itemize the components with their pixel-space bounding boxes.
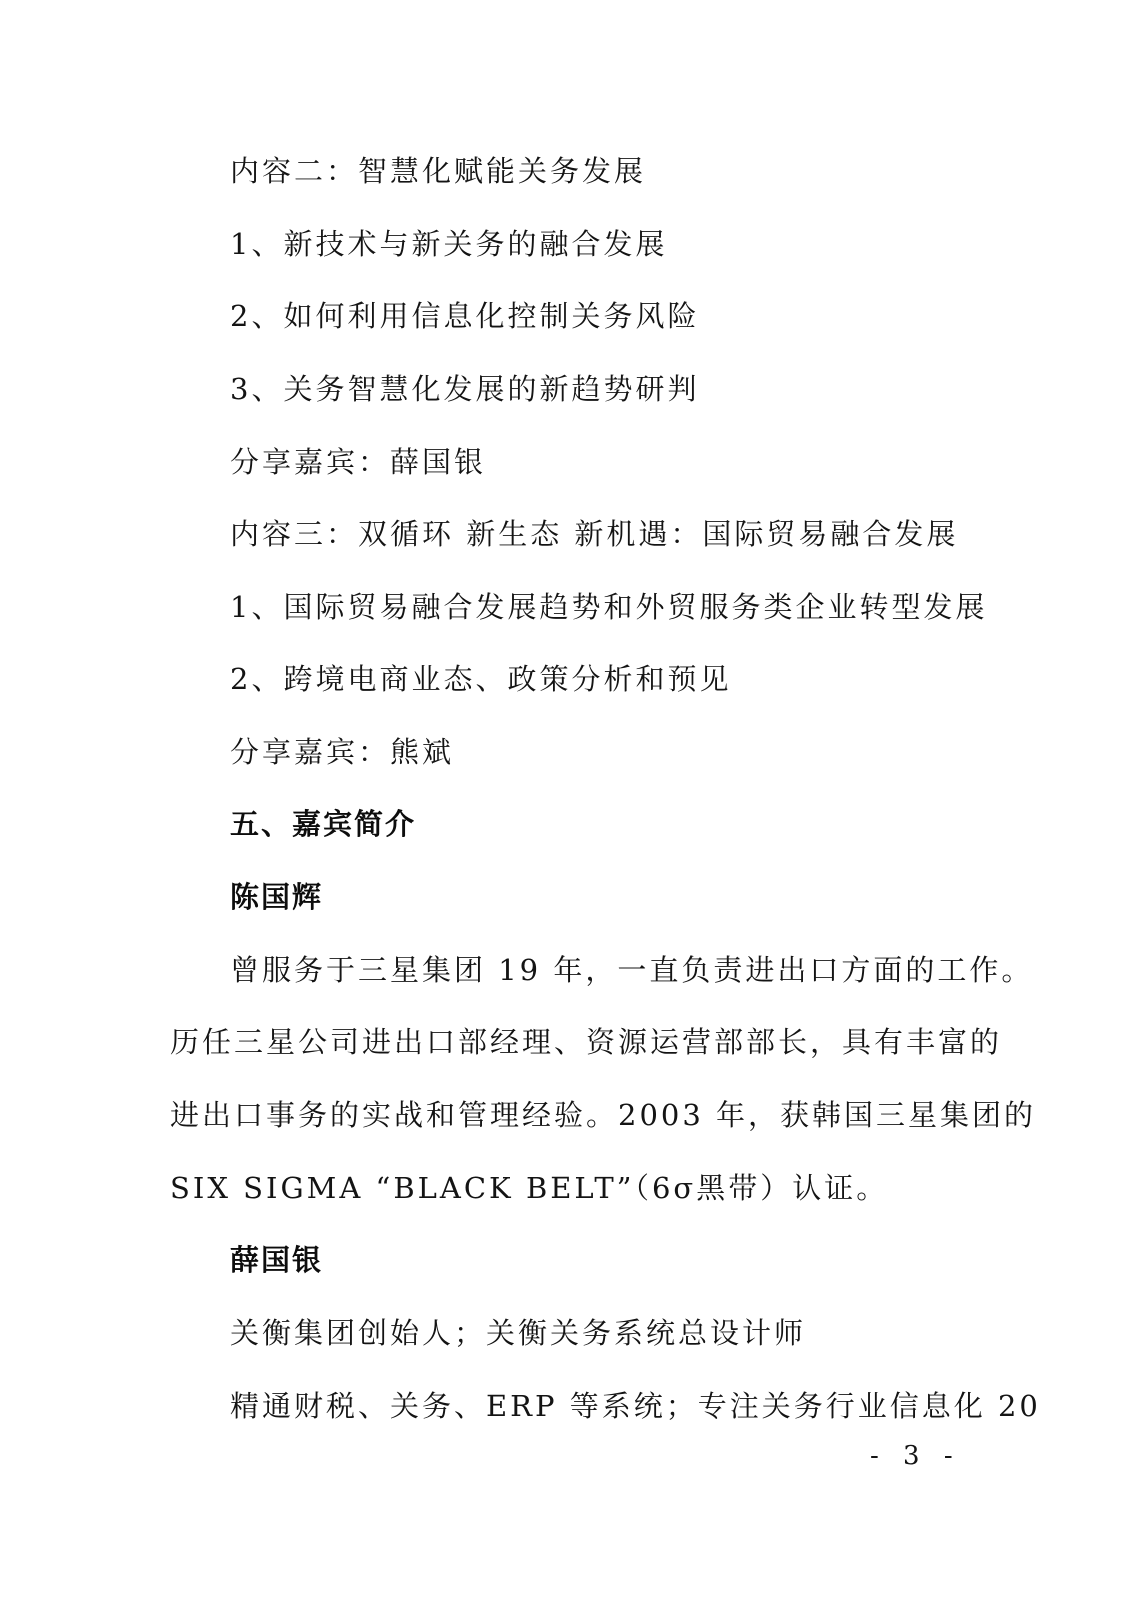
guest-bio-chen-line-4: SIX SIGMA “BLACK BELT”（6σ黑带）认证。	[170, 1171, 889, 1205]
guest-bio-chen-line-1: 曾服务于三星集团 19 年，一直负责进出口方面的工作。	[230, 953, 1034, 987]
page-number: - 3 -	[870, 1441, 961, 1471]
guest-bio-xue-line-1: 关衡集团创始人；关衡关务系统总设计师	[230, 1316, 807, 1350]
guest-bio-xue-line-2: 精通财税、关务、ERP 等系统；专注关务行业信息化 20	[230, 1389, 1041, 1423]
section-3-guest: 分享嘉宾：熊斌	[230, 735, 455, 769]
guest-name-chen: 陈国辉	[230, 880, 324, 914]
section-2-item-2: 2、如何利用信息化控制关务风险	[230, 299, 700, 333]
section-2-item-1: 1、新技术与新关务的融合发展	[230, 227, 668, 261]
section-2-title: 内容二：智慧化赋能关务发展	[230, 154, 647, 188]
section-2-item-3: 3、关务智慧化发展的新趋势研判	[230, 372, 700, 406]
guest-name-xue: 薛国银	[230, 1243, 324, 1277]
guest-bio-chen-line-2: 历任三星公司进出口部经理、资源运营部部长，具有丰富的	[170, 1025, 1003, 1059]
section-3-title: 内容三：双循环 新生态 新机遇：国际贸易融合发展	[230, 517, 959, 551]
guest-bio-chen-line-3: 进出口事务的实战和管理经验。2003 年，获韩国三星集团的	[170, 1098, 1037, 1132]
section-3-item-2: 2、跨境电商业态、政策分析和预见	[230, 662, 732, 696]
guests-heading: 五、嘉宾简介	[230, 807, 417, 841]
section-3-item-1: 1、国际贸易融合发展趋势和外贸服务类企业转型发展	[230, 590, 988, 624]
section-2-guest: 分享嘉宾：薛国银	[230, 445, 487, 479]
